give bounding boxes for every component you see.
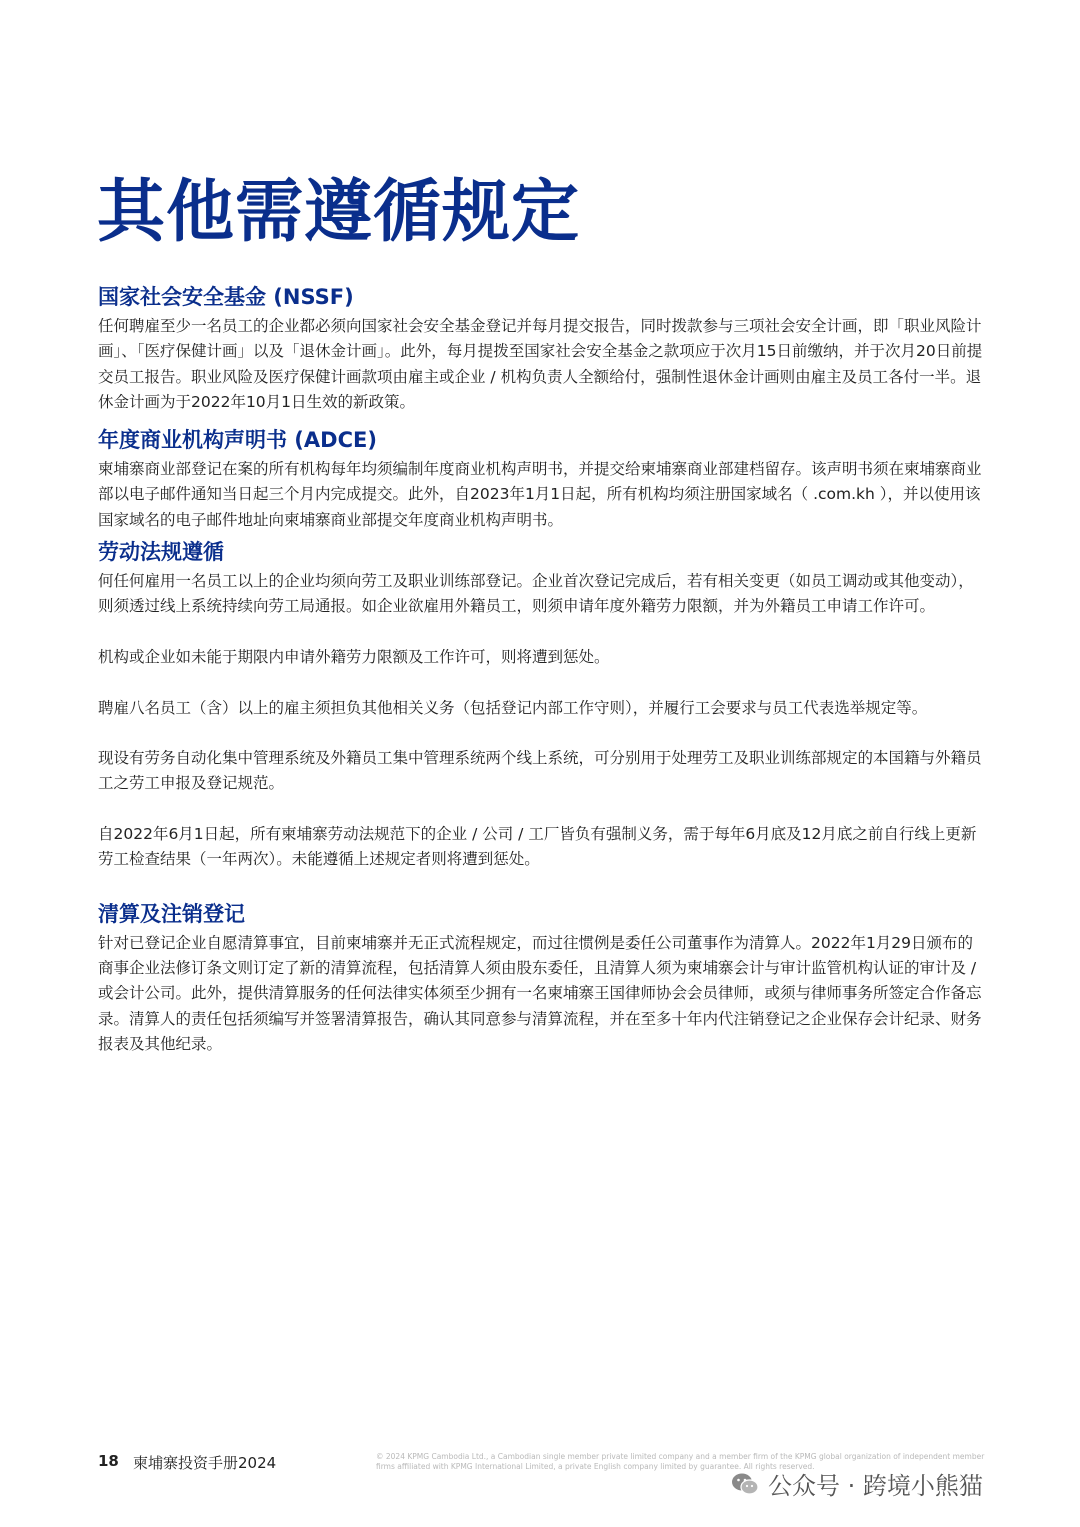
section-heading: 劳动法规遵循 bbox=[98, 540, 224, 565]
section-paragraph: 自2022年6月1日起，所有柬埔寨劳动法规范下的企业 / 公司 / 工厂皆负有强制义务，需于每年6月底及12月底之前自行线上更新劳工检查结果（一年两次）。未能遵循上述规定者则将遭到惩处。 bbox=[98, 825, 977, 869]
main-content bbox=[98, 282, 986, 1057]
watermark bbox=[730, 1466, 983, 1501]
section-paragraph: 聘雇八名员工（含）以上的雇主须担负其他相关义务（包括登记内部工作守则），并履行工会要求与员工代表选举规定等。 bbox=[98, 698, 928, 717]
legal-notice: © 2024 KPMG Cambodia Ltd., a Cambodian single member private limited company and a member firm of the KPMG global organization of independent member firms affiliated with KPMG International Limited, a private English company limited by guarantee. All rights reserved. bbox=[376, 1452, 985, 1471]
watermark-text: 公众号 · 跨境小熊猫 bbox=[768, 1472, 983, 1500]
section-labour-compliance bbox=[98, 537, 986, 873]
section-paragraph: 针对已登记企业自愿清算事宜，目前柬埔寨并无正式流程规定，而过往惯例是委任公司董事作为清算人。2022年1月29日颁布的商事企业法修订条文则订定了新的清算流程，包括清算人须由股东委任，且清算人须为柬埔寨会计与审计监管机构认证的审计及 / 或会计公司。此外，提供清算服务的任何法律实体须至少拥有一名柬埔寨王国律师协会会员律师，或须与律师事务所签定合作备忘录。清算人的责任包括须编写并签署清算报告，确认其同意参与清算流程，并在至多十年内代注销登记之企业保存会计纪录、财务报表及其他纪录。 bbox=[98, 933, 982, 1053]
section-heading: 年度商业机构声明书 (ADCE) bbox=[98, 428, 377, 453]
section-paragraph: 何任何雇用一名员工以上的企业均须向劳工及职业训练部登记。企业首次登记完成后，若有相关变更（如员工调动或其他变动），则须透过线上系统持续向劳工局通报。如企业欲雇用外籍员工，则须申请年度外籍劳力限额，并为外籍员工申请工作许可。 bbox=[98, 572, 974, 616]
section-paragraph: 机构或企业如未能于期限内申请外籍劳力限额及工作许可，则将遭到惩处。 bbox=[98, 647, 610, 666]
section-paragraph: 任何聘雇至少一名员工的企业都必须向国家社会安全基金登记并每月提交报告，同时拨款参与三项社会安全计画，即「职业风险计画」、「医疗保健计画」以及「退休金计画」。此外，每月提拨至国家社会安全基金之款项应于次月15日前缴纳，并于次月20日前提交员工报告。职业风险及医疗保健计画款项由雇主或企业 / 机构负责人全额给付，强制性退休金计画则由雇主及员工各付一半。退休金计画为于2022年10月1日生效的新政策。 bbox=[98, 317, 983, 411]
wechat-icon bbox=[730, 1469, 760, 1499]
section-heading: 清算及注销登记 bbox=[98, 901, 245, 926]
page-number: 18 bbox=[98, 1452, 119, 1470]
page-title: 其他需遵循规定 bbox=[97, 172, 581, 252]
section-adce bbox=[98, 425, 986, 533]
book-title: 柬埔寨投资手册2024 bbox=[133, 1454, 277, 1472]
section-nssf bbox=[98, 282, 986, 415]
section-paragraph: 柬埔寨商业部登记在案的所有机构每年均须编制年度商业机构声明书，并提交给柬埔寨商业部建档留存。该声明书须在柬埔寨商业部以电子邮件通知当日起三个月内完成提交。此外，自2023年1月1日起，所有机构均须注册国家域名（ .com.kh ），并以使用该国家域名的电子邮件地址向柬埔寨商业部提交年度商业机构声明书。 bbox=[98, 460, 982, 529]
section-heading: 国家社会安全基金 (NSSF) bbox=[98, 285, 354, 309]
section-paragraph: 现设有劳务自动化集中管理系统及外籍员工集中管理系统两个线上系统，可分别用于处理劳工及职业训练部规定的本国籍与外籍员工之劳工申报及登记规范。 bbox=[98, 749, 982, 793]
section-liquidation bbox=[98, 899, 986, 1057]
